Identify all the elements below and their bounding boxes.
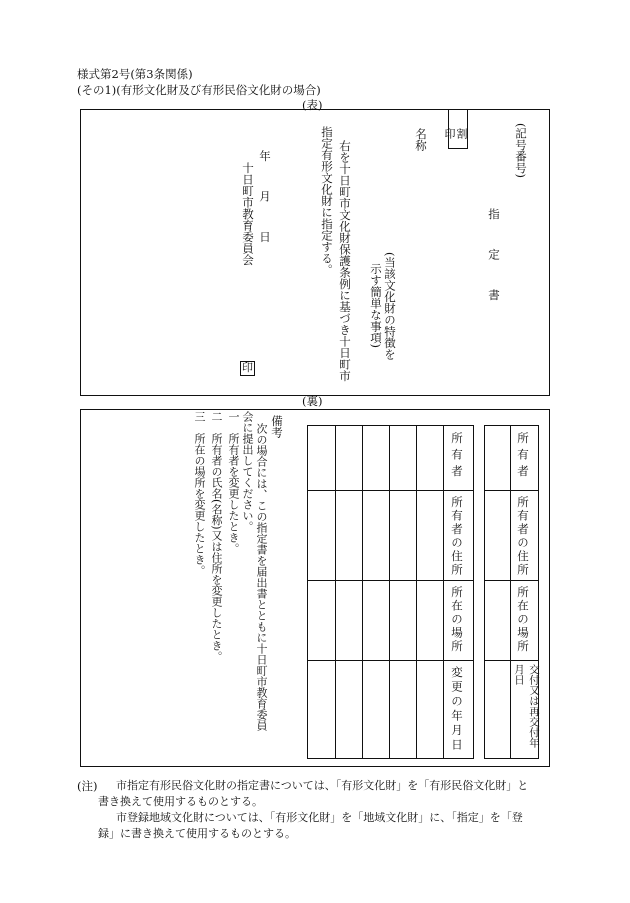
document-title: 指 定 書	[487, 208, 501, 303]
notes-line-2: 会に提出してください。	[241, 411, 254, 532]
front-label: (表)	[302, 98, 323, 112]
footnote-line-3: 市登録地域文化財については、「有形文化財」を「地域文化財」に、「指定」を「登	[116, 811, 523, 824]
change-header-location: 所在の場所	[450, 586, 464, 654]
issuance-header-owner: 所有者	[516, 432, 530, 482]
official-seal: 印	[242, 361, 253, 374]
notes-heading: 備考	[270, 415, 284, 438]
issuer-name: 十日町市教育委員会	[241, 162, 255, 266]
footnote-line-4: 録」に書き換えて使用するものとする。	[98, 827, 296, 840]
change-header-date: 変更の年月日	[450, 666, 464, 753]
notes-item-1: 一 所有者を変更したとき。	[227, 411, 240, 554]
issuance-header-date: 交付又は再交付年月日	[513, 664, 540, 748]
notes-item-3: 三 所在の場所を変更したとき。	[193, 411, 206, 576]
record-number: (記号番号)	[514, 123, 528, 178]
front-panel	[80, 109, 550, 396]
name-label: 名称	[414, 128, 428, 151]
footnote-label: (注)	[77, 779, 98, 793]
notes-item-2: 二 所有者の氏名(名称)又は住所を変更したとき。	[210, 411, 223, 662]
change-header-owner-address: 所有者の住所	[450, 496, 464, 577]
notes-line-1: 次の場合には、この指定書を届出書とともに十日町市教育委員	[255, 423, 268, 731]
issue-date: 年 月 日	[258, 150, 272, 245]
issuance-table	[484, 425, 539, 759]
change-header-owner: 所有者	[450, 432, 464, 482]
feature-note-2: 示す簡単な事項)	[369, 263, 383, 348]
issuance-header-location: 所在の場所	[516, 586, 530, 654]
feature-note-1: (当該文化財の特徴を	[383, 252, 397, 360]
form-title: 様式第2号(第3条関係)	[77, 67, 193, 81]
issuance-header-owner-address: 所有者の住所	[516, 496, 530, 577]
body-line-2: 指定有形文化財に指定する。	[320, 126, 334, 276]
footnote-line-1: 市指定有形民俗文化財の指定書については、「有形文化財」を「有形民俗文化財」と	[116, 779, 529, 792]
change-record-table	[307, 425, 474, 759]
form-subtitle: (その1)(有形文化財及び有形民俗文化財の場合)	[77, 83, 321, 97]
back-label: (裏)	[302, 394, 323, 408]
split-seal-box: 割 印	[448, 109, 468, 149]
body-line-1: 右を十日町市文化財保護条例に基づき十日町市	[338, 140, 352, 382]
footnote-line-2: 書き換えて使用するものとする。	[98, 795, 263, 808]
